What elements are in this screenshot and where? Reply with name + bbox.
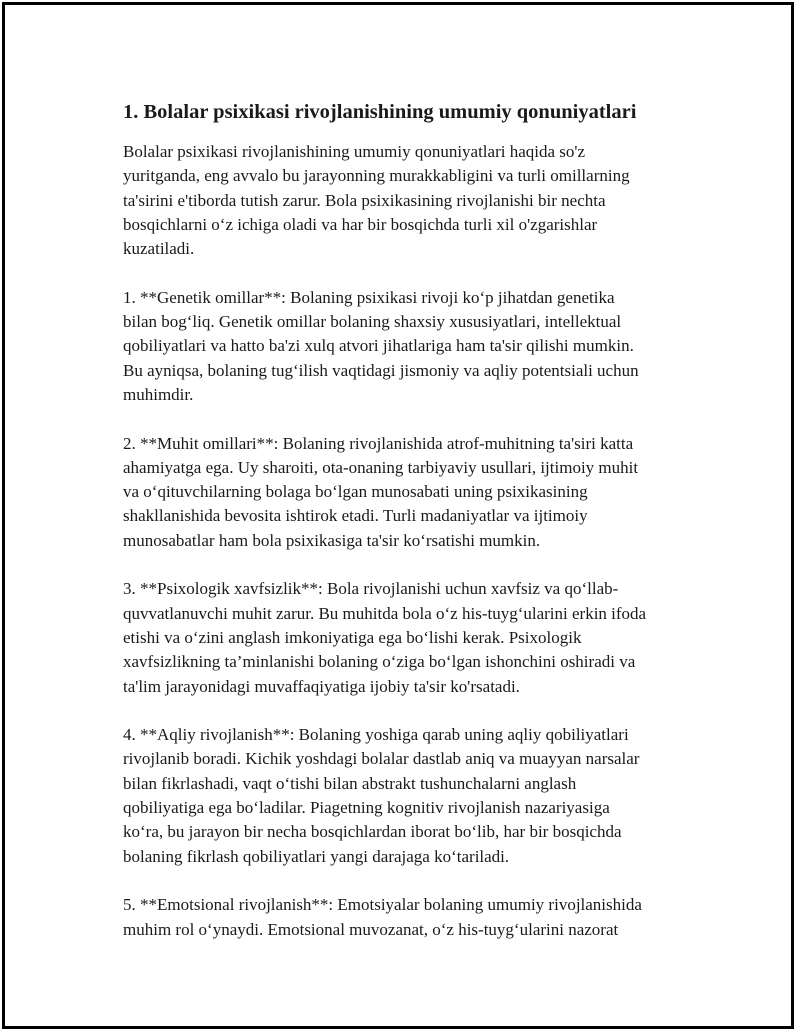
text-line: 2. **Muhit omillari**: Bolaning rivojlanishida atrof-muhitning ta'siri katta [123,433,634,453]
text-line: kuzatiladi. [123,239,195,259]
text-line: 1. **Genetik omillar**: Bolaning psixikasi rivoji ko‘p jihatdan genetika [123,287,615,307]
text-line: yuritganda, eng avvalo bu jarayonning murakkabligini va turli omillarning [123,166,630,186]
paragraph-cognitive-development [123,723,703,869]
paragraph-intro [123,140,703,261]
text-line: muhim rol o‘ynaydi. Emotsional muvozanat, o‘z his-tuyg‘ularini nazorat [123,919,619,939]
text-line: quvvatlanuvchi muhit zarur. Bu muhitda bola o‘z his-tuyg‘ularini erkin ifoda [123,603,647,623]
text-line: bilan bog‘liq. Genetik omillar bolaning shaxsiy xususiyatlari, intellektual [123,312,622,332]
document-title: 1. Bolalar psixikasi rivojlanishining umumiy qonuniyatlari [123,101,637,123]
text-line: ahamiyatga ega. Uy sharoiti, ota-onaning tarbiyaviy usullari, ijtimoiy muhit [123,457,639,477]
text-line: Bu ayniqsa, bolaning tug‘ilish vaqtidagi jismoniy va aqliy potentsiali uchun [123,360,639,380]
text-line: va o‘qituvchilarning bolaga bo‘lgan munosabati uning psixikasining [123,482,588,502]
text-line: xavfsizlikning ta’minlanishi bolaning o‘ziga bo‘lgan ishonchini oshiradi va [123,652,636,672]
text-line: bolaning fikrlash qobiliyatlari yangi darajaga ko‘tariladi. [123,846,510,866]
text-line: munosabatlar ham bola psixikasiga ta'sir ko‘rsatishi mumkin. [123,530,541,550]
text-line: qobiliyatiga ega bo‘ladilar. Piagetning kognitiv rivojlanish nazariyasiga [123,798,610,818]
page-frame [2,2,794,1029]
paragraph-emotional-development [123,893,703,942]
text-line: bilan fikrlashadi, vaqt o‘tishi bilan abstrakt tushunchalarni anglash [123,773,577,793]
text-line: shakllanishida bevosita ishtirok etadi. Turli madaniyatlar va ijtimoiy [123,506,588,526]
text-line: etishi va o‘zini anglash imkoniyatiga ega bo‘lishi kerak. Psixologik [123,627,582,647]
text-line: qobiliyatlari va hatto ba'zi xulq atvori jihatlariga ham ta'sir qilishi mumkin. [123,336,634,356]
text-line: 5. **Emotsional rivojlanish**: Emotsiyalar bolaning umumiy rivojlanishida [123,895,642,915]
text-line: Bolalar psixikasi rivojlanishining umumiy qonuniyatlari haqida so'z [123,142,585,161]
text-line: ta'lim jarayonidagi muvaffaqiyatiga ijobiy ta'sir ko'rsatadi. [123,676,520,696]
text-line: 3. **Psixologik xavfsizlik**: Bola rivojlanishi uchun xavfsiz va qo‘llab- [123,579,619,599]
text-line: muhimdir. [123,384,194,404]
paragraph-environment-factors [123,432,703,553]
paragraph-psychological-safety [123,577,703,698]
paragraph-genetic-factors [123,286,703,407]
text-line: ta'sirini e'tiborda tutish zarur. Bola psixikasining rivojlanishi bir nechta [123,190,606,210]
document-body [123,98,703,966]
text-line: 4. **Aqliy rivojlanish**: Bolaning yoshiga qarab uning aqliy qobiliyatlari [123,725,629,745]
text-line: bosqichlarni o‘z ichiga oladi va har bir bosqichda turli xil o'zgarishlar [123,214,598,234]
text-line: rivojlanib boradi. Kichik yoshdagi bolalar dastlab aniq va muayyan narsalar [123,749,640,769]
text-line: ko‘ra, bu jarayon bir necha bosqichlardan iborat bo‘lib, har bir bosqichda [123,822,622,842]
